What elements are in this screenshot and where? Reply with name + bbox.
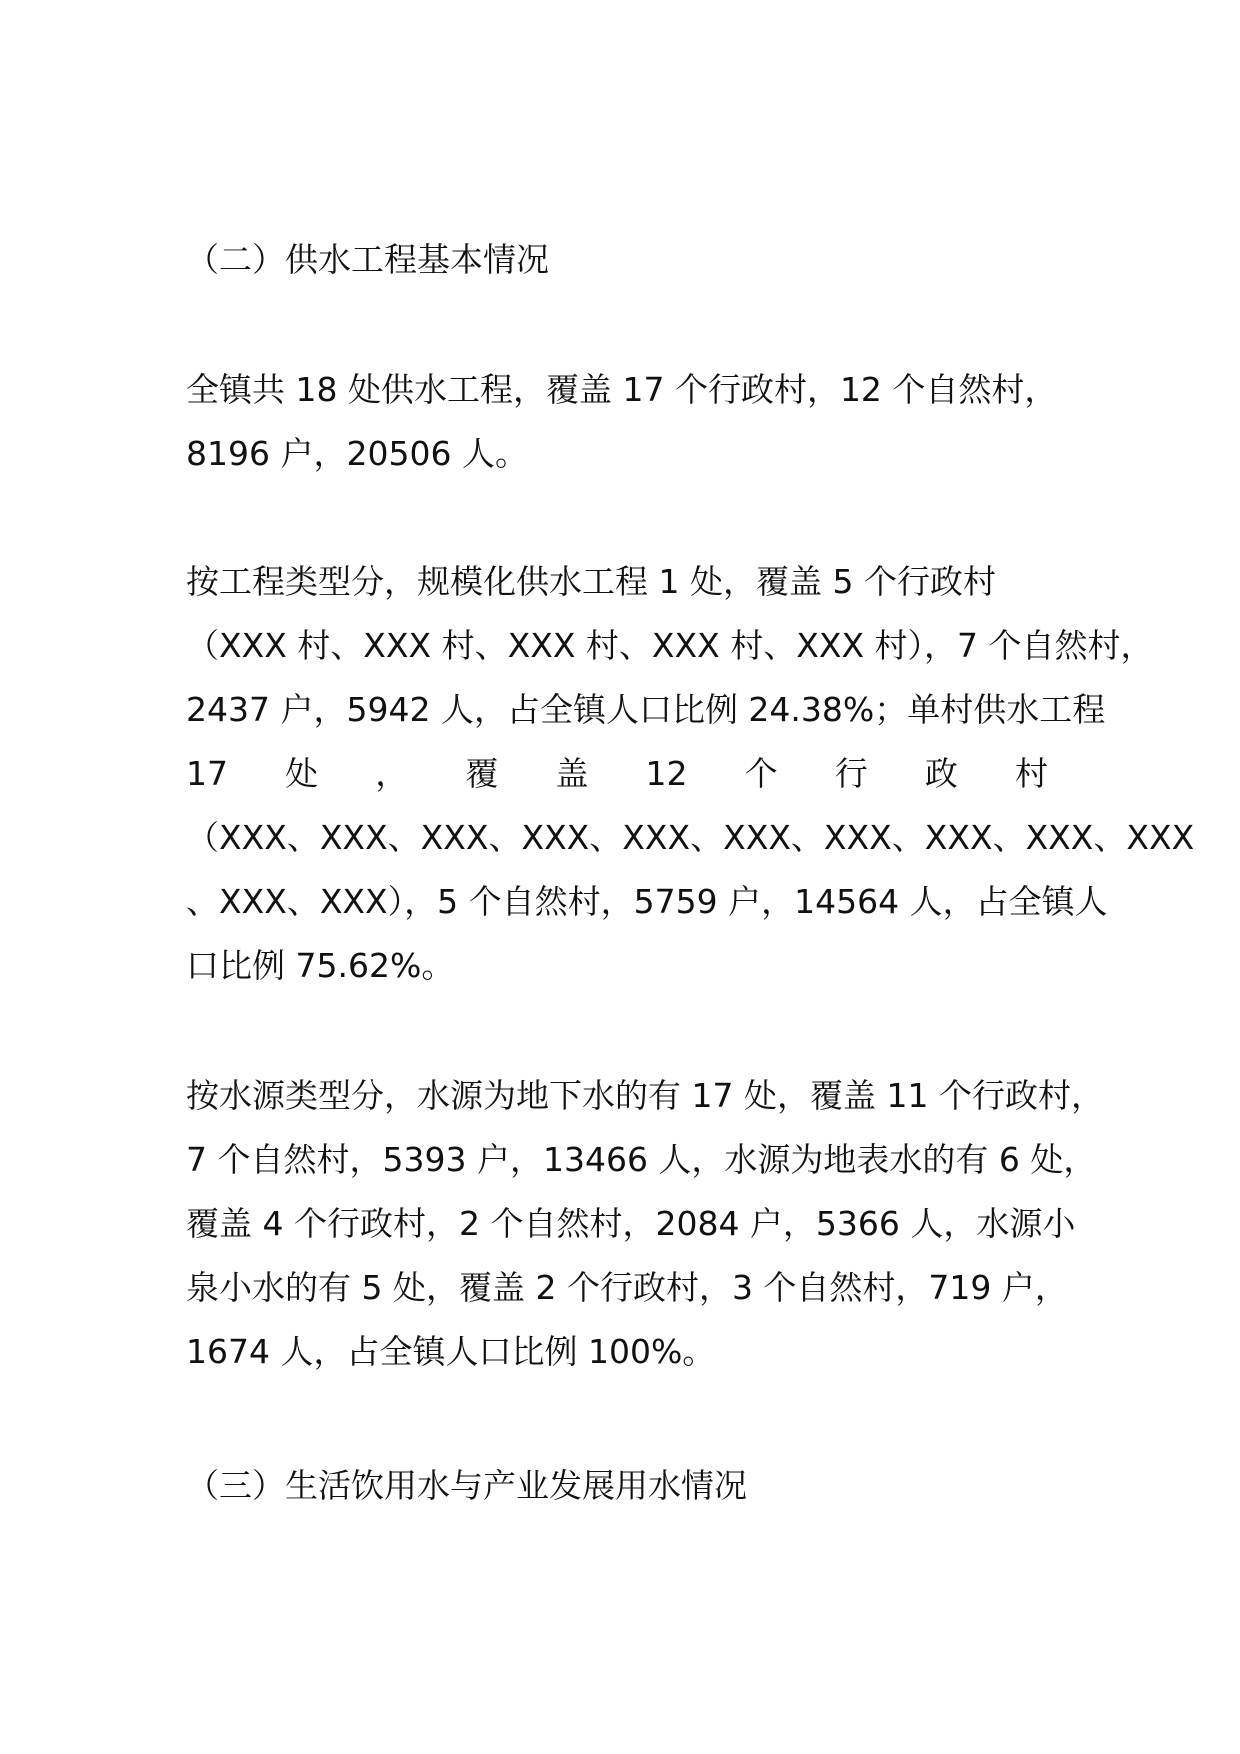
justified-token: 覆 (465, 754, 499, 793)
section-heading-2: （二）供水工程基本情况 (186, 240, 549, 279)
justified-token: 行 (834, 754, 868, 793)
justified-token: 12 (645, 754, 688, 793)
paragraph-2-line-4 (186, 754, 1048, 794)
paragraph-3-line-5: 1674 人，占全镇人口比例 100%。 (186, 1332, 716, 1371)
justified-token: 村 (1014, 754, 1048, 793)
justified-token: 17 (186, 754, 228, 793)
justified-token: 政 (924, 754, 958, 793)
justified-token: 个 (744, 754, 778, 793)
paragraph-2-line-3: 2437 户，5942 人，占全镇人口比例 24.38%；单村供水工程 (186, 690, 1106, 729)
paragraph-2-line-1: 按工程类型分，规模化供水工程 1 处，覆盖 5 个行政村 (186, 562, 996, 601)
justified-token: 盖 (555, 754, 589, 793)
paragraph-3-line-1: 按水源类型分，水源为地下水的有 17 处，覆盖 11 个行政村， (186, 1076, 1104, 1115)
paragraph-3-line-4: 泉小水的有 5 处，覆盖 2 个行政村，3 个自然村，719 户， (186, 1268, 1068, 1307)
paragraph-2-line-2: （XXX 村、XXX 村、XXX 村、XXX 村、XXX 村），7 个自然村， (186, 626, 1154, 665)
paragraph-1-line-2: 8196 户，20506 人。 (186, 434, 528, 473)
paragraph-3-line-3: 覆盖 4 个行政村，2 个自然村，2084 户，5366 人，水源小 (186, 1204, 1076, 1243)
paragraph-1-line-1: 全镇共 18 处供水工程，覆盖 17 个行政村，12 个自然村， (186, 370, 1058, 409)
paragraph-3-line-2: 7 个自然村，5393 户，13466 人，水源为地表水的有 6 处， (186, 1140, 1097, 1179)
paragraph-2-line-7: 口比例 75.62%。 (186, 946, 455, 985)
justified-token: ， (375, 754, 409, 793)
paragraph-2-line-5: （XXX、XXX、XXX、XXX、XXX、XXX、XXX、XXX、XXX、XXX (186, 818, 1195, 857)
section-heading-3: （三）生活饮用水与产业发展用水情况 (186, 1466, 747, 1505)
paragraph-2-line-6: 、XXX、XXX），5 个自然村，5759 户，14564 人，占全镇人 (186, 882, 1108, 921)
justified-token: 处 (285, 754, 319, 793)
